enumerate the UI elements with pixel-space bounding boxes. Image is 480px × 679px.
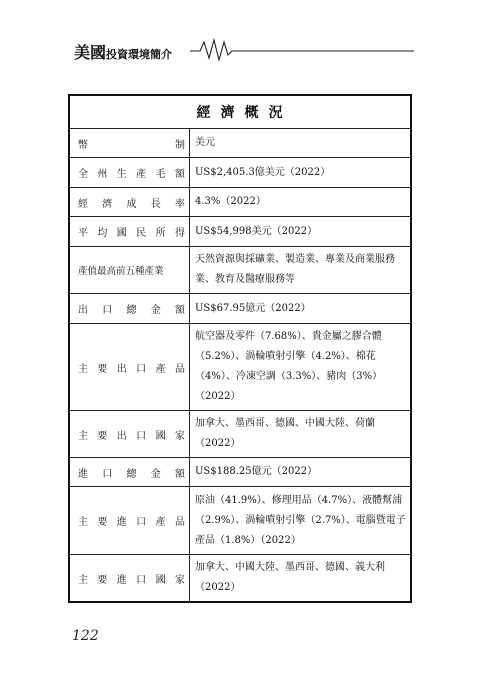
table-row xyxy=(69,487,411,555)
row-label-text: 全 州 生 產 毛 額 xyxy=(78,169,185,180)
header-title-main: 美國 xyxy=(74,43,107,62)
row-label xyxy=(69,324,190,411)
row-label-text: 主 要 進 口 國 家 xyxy=(78,574,185,586)
page-number: 122 xyxy=(72,628,99,644)
table-row xyxy=(69,188,411,217)
table-title: 經濟概況 xyxy=(69,95,411,129)
row-label xyxy=(69,487,190,555)
row-label xyxy=(69,458,190,487)
row-label-text: 主 要 進 口 產 品 xyxy=(78,517,185,528)
table-title-row xyxy=(69,95,411,129)
table-row xyxy=(69,294,411,324)
row-label-text: 出 口 總 金 額 xyxy=(78,305,185,316)
row-label xyxy=(69,188,190,217)
row-label-text: 產值最高前五種產業 xyxy=(78,266,164,277)
row-value: 原油（41.9%）、修理用品（4.7%）、液體幫浦（2.9%）、渦輪噴射引擎（2.7%）、電腦暨電子產品（1.8%）（2022） xyxy=(190,487,412,555)
row-value: 加拿大、中國大陸、墨西哥、德國、義大利（2022） xyxy=(190,555,412,603)
row-label xyxy=(69,294,190,324)
row-label xyxy=(69,411,190,458)
economic-overview-table xyxy=(68,94,412,603)
row-label-text: 主 要 出 口 國 家 xyxy=(78,430,185,442)
header-wave-line-icon xyxy=(190,38,414,62)
table-row xyxy=(69,129,411,158)
row-value: 加拿大、墨西哥、德國、中國大陸、荷蘭（2022） xyxy=(190,411,412,458)
table-row xyxy=(69,458,411,487)
row-label-text: 幣 制 xyxy=(78,139,185,151)
row-label xyxy=(69,247,190,294)
row-value: US$67.95億元（2022） xyxy=(190,294,412,324)
table-row xyxy=(69,324,411,411)
row-label-text: 經 濟 成 長 率 xyxy=(78,198,185,210)
table-row xyxy=(69,217,411,247)
row-value: 航空器及零件（7.68%）、貴金屬之膠合體（5.2%）、渦輪噴射引擎（4.2%）、棉花（4%）、冷凍空調（3.3%）、豬肉（3%）（2022） xyxy=(190,324,412,411)
row-label-text: 平 均 國 民 所 得 xyxy=(78,228,185,239)
row-value: 4.3%（2022） xyxy=(190,188,412,217)
table-row xyxy=(69,555,411,603)
row-value: US$188.25億元（2022） xyxy=(190,458,412,487)
header-title xyxy=(74,40,172,63)
table-row xyxy=(69,158,411,188)
row-value: US$2,405.3億美元（2022） xyxy=(190,158,412,188)
row-label-text: 進 口 總 金 額 xyxy=(78,468,185,480)
row-label xyxy=(69,555,190,603)
row-label xyxy=(69,217,190,247)
row-label xyxy=(69,129,190,158)
row-value: US$54,998美元（2022） xyxy=(190,217,412,247)
table-row xyxy=(69,411,411,458)
row-value: 天然資源與採礦業、製造業、專業及商業服務業、教育及醫療服務等 xyxy=(190,247,412,294)
table-row xyxy=(69,247,411,294)
row-value: 美元 xyxy=(190,129,412,158)
header-title-sub: 投資環境簡介 xyxy=(106,48,173,61)
row-label-text: 主 要 出 口 產 品 xyxy=(78,363,185,375)
row-label xyxy=(69,158,190,188)
running-header xyxy=(74,38,414,62)
